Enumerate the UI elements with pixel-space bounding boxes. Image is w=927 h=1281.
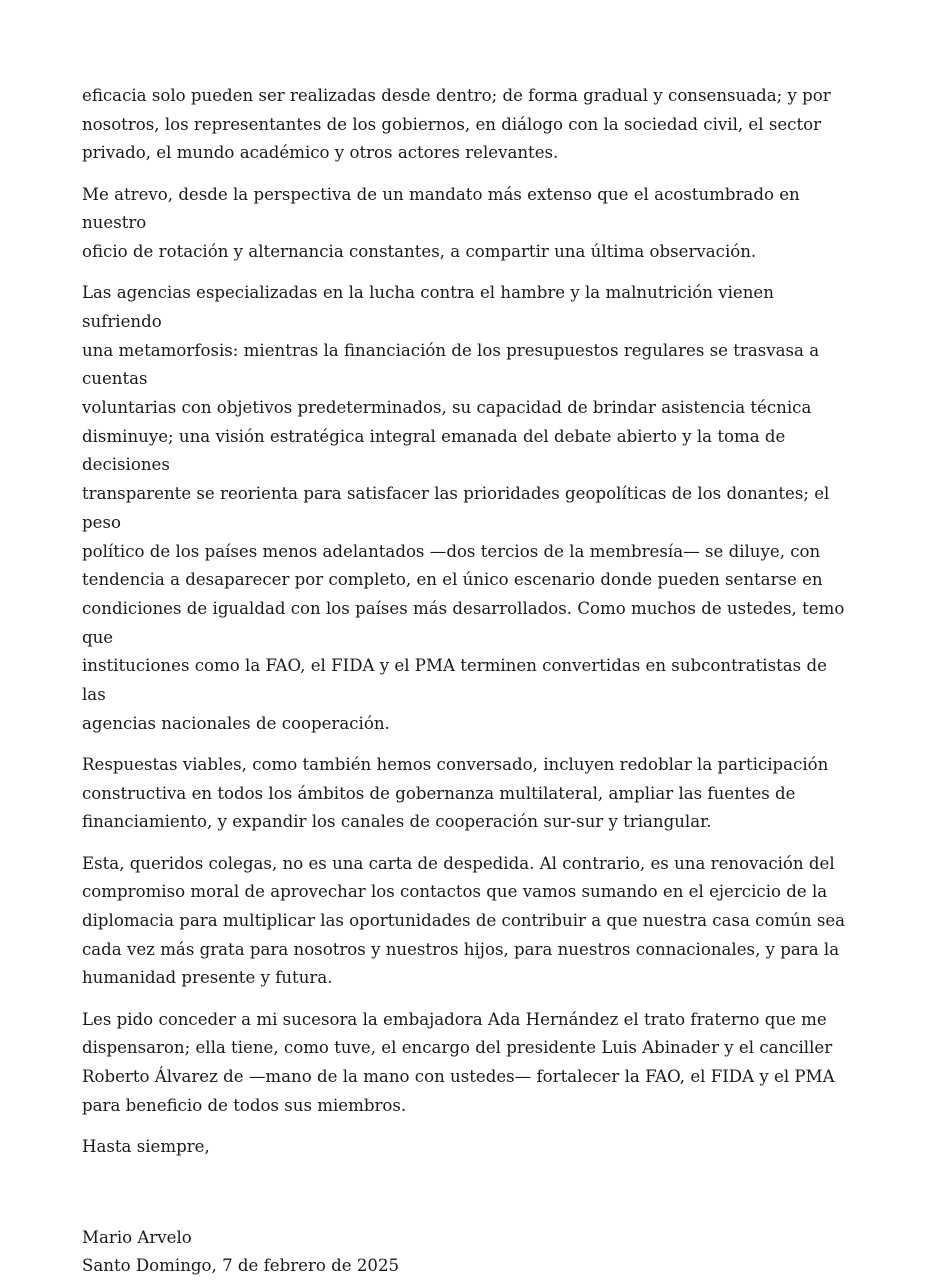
paragraph-4: Respuestas viables, como también hemos conversado, incluyen redoblar la participación constructiva en todos los ámbitos de gobernanza multilateral, ampliar las fuentes de financiamiento, y expandir los canales de cooperación sur-sur y triangular. xyxy=(82,754,829,832)
paragraph-6: Les pido conceder a mi sucesora la embajadora Ada Hernández el trato fraterno que me dispensaron; ella tiene, como tuve, el encargo del presidente Luis Abinader y el canciller Roberto Álvarez de —mano de la mano con ustedes— fortalecer la FAO, el FIDA y el PMA para beneficio de todos sus miembros. xyxy=(82,1009,835,1115)
letter-body xyxy=(82,82,852,1281)
paragraph-1: eficacia solo pueden ser realizadas desde dentro; de forma gradual y consensuada; y por nosotros, los representantes de los gobiernos, en diálogo con la sociedad civil, el sector privado, el mundo académico y otros actores relevantes. xyxy=(82,86,831,163)
paragraph-3: Las agencias especializadas en la lucha contra el hambre y la malnutrición vienen sufriendo una metamorfosis: mientras la financiación de los presupuestos regulares se trasvasa a cuentas voluntarias con objetivos predeterminados, su capacidad de brindar asistencia técnica disminuye; una visión estratégica integral emanada del debate abierto y la toma de decisiones transparente se reorienta para satisfacer las prioridades geopolíticas de los donantes; el peso político de los países menos adelantados —dos tercios de la membresía— se diluye, con tendencia a desaparecer por completo, en el único escenario donde pueden sentarse en condiciones de igualdad con los países más desarrollados. Como muchos de ustedes, temo que instituciones como la FAO, el FIDA y el PMA terminen convertidas en subcontratistas de las agencias nacionales de cooperación. xyxy=(82,283,845,733)
place-and-date: Santo Domingo, 7 de febrero de 2025 xyxy=(82,1256,400,1276)
paragraph-2: Me atrevo, desde la perspectiva de un mandato más extenso que el acostumbrado en nuestro oficio de rotación y alternancia constantes, a compartir una última observación. xyxy=(82,184,800,262)
closing-line: Hasta siempre, xyxy=(82,1136,210,1156)
signature-block xyxy=(82,1224,852,1281)
paragraph-5: Esta, queridos colegas, no es una carta de despedida. Al contrario, es una renovación del compromiso moral de aprovechar los contactos que vamos sumando en el ejercicio de la diplomacia para multiplicar las oportunidades de contribuir a que nuestra casa común sea cada vez más grata para nosotros y nuestros hijos, para nuestros connacionales, y para la humanidad presente y futura. xyxy=(82,853,846,988)
signatory-name: Mario Arvelo xyxy=(82,1227,192,1247)
